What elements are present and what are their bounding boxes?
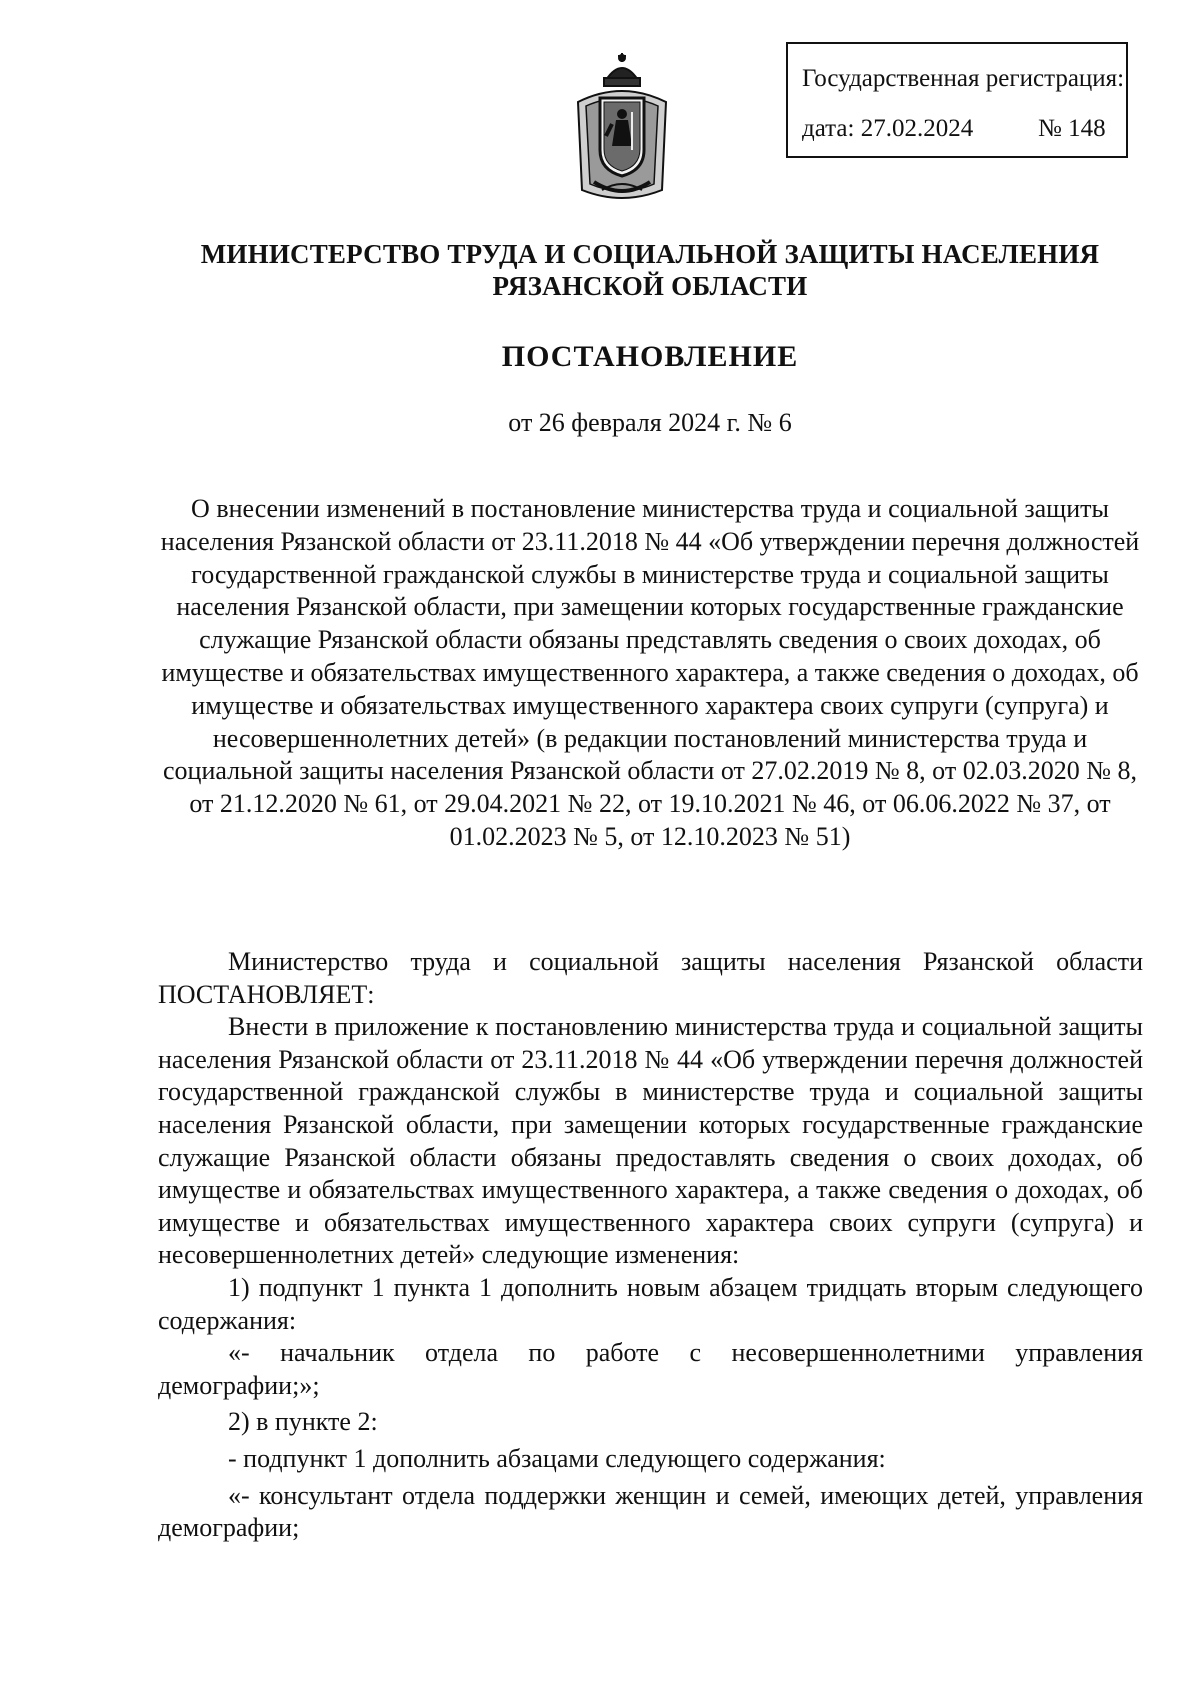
body-paragraph-item-2-text: «- консультант отдела поддержки женщин и семей, имеющих детей, управления демографии; <box>158 1480 1143 1543</box>
ryazan-coat-of-arms-icon <box>572 50 672 205</box>
registration-stamp <box>786 42 1128 158</box>
body-paragraph-decree: Министерство труда и социальной защиты населения Рязанской области ПОСТАНОВЛЯЕТ: <box>158 947 1143 1009</box>
body-paragraph-amendments: Внести в приложение к постановлению министерства труда и социальной защиты населения Рязанской области от 23.11.2018 № 44 «Об утверждении перечня должностей государственной гражданской службы в министерстве труда и социальной защиты населения Рязанской области, при замещении которых государственные гражданские служащие Рязанской области обязаны предоставлять сведения о своих доходах, об имуществе и обязательствах имущественного характера, а также сведения о доходах, об имуществе и обязательствах имущественного характера своих супруги (супруга) и несовершеннолетних детей» следующие изменения: <box>158 1012 1143 1270</box>
body-paragraph-item-2-sub: - подпункт 1 дополнить абзацами следующего содержания: <box>228 1443 886 1473</box>
document-date-number: от 26 февраля 2024 г. № 6 <box>508 408 792 437</box>
body-paragraph-item-1-text: «- начальник отдела по работе с несовершеннолетними управления демографии;»; <box>158 1338 1143 1400</box>
ministry-name <box>120 238 1180 302</box>
registration-number: № 148 <box>1038 115 1106 142</box>
document-subject: О внесении изменений в постановление министерства труда и социальной защиты населения Рязанской области от 23.11.2018 № 44 «Об утверждении перечня должностей государственной гражданской службы в министерстве труда и социальной защиты населения Рязанской области, при замещении которых государственные гражданские служащие Рязанской области обязаны представлять сведения о своих доходах, об имуществе и обязательствах имущественного характера, а также сведения о доходах, об имуществе и обязательствах имущественного характера своих супруги (супруга) и несовершеннолетних детей» (в редакции постановлений министерства труда и социальной защиты населения Рязанской области от 27.02.2019 № 8, от 02.03.2020 № 8, от 21.12.2020 № 61, от 29.04.2021 № 22, от 19.10.2021 № 46, от 06.06.2022 № 37, от 01.02.2023 № 5, от 12.10.2023 № 51) <box>160 494 1140 851</box>
registration-title: Государственная регистрация: <box>802 65 1125 92</box>
ministry-name-line2: РЯЗАНСКОЙ ОБЛАСТИ <box>492 271 808 301</box>
registration-date: дата: 27.02.2024 <box>802 115 974 142</box>
ministry-name-line1: МИНИСТЕРСТВО ТРУДА И СОЦИАЛЬНОЙ ЗАЩИТЫ НАСЕЛЕНИЯ <box>200 239 1100 269</box>
body-paragraph-item-2: 2) в пункте 2: <box>228 1407 378 1437</box>
document-body <box>158 946 1143 1545</box>
document-type: ПОСТАНОВЛЕНИЕ <box>501 340 799 373</box>
body-paragraph-item-1: 1) подпункт 1 пункта 1 дополнить новым абзацем тридцать вторым следующего содержания: <box>158 1272 1143 1335</box>
